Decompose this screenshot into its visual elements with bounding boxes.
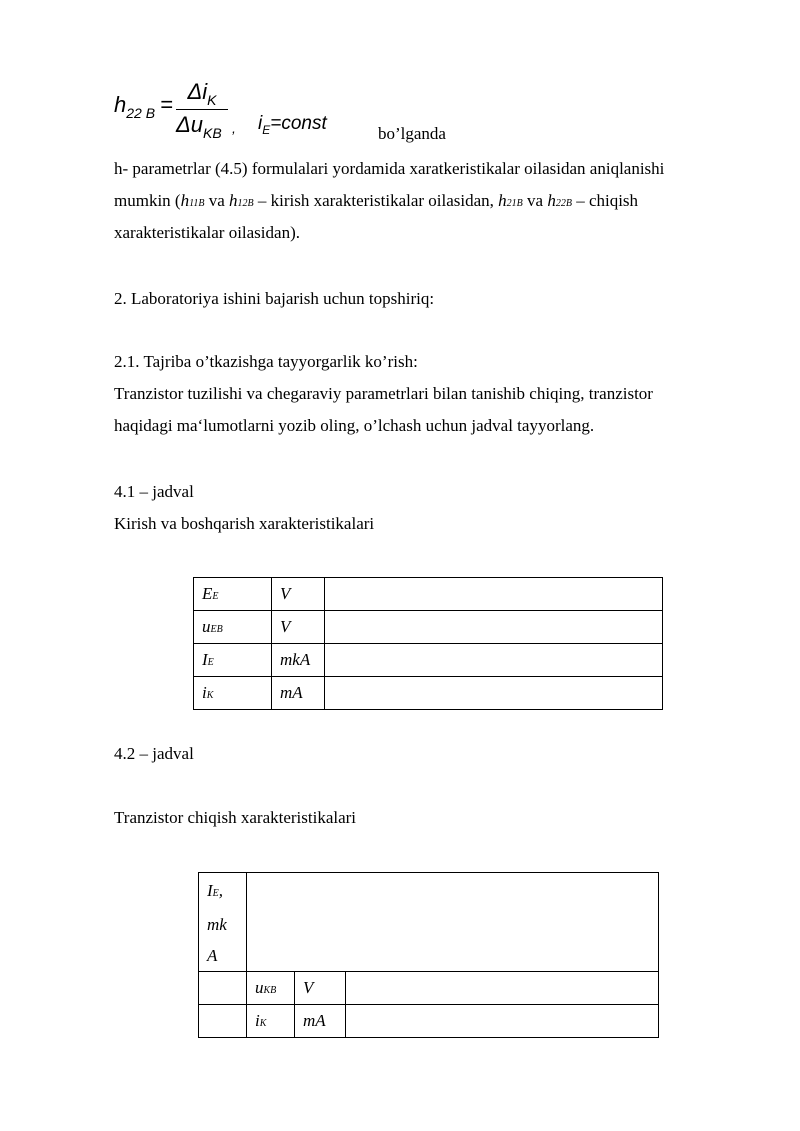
table-cell-symbol: EE	[194, 578, 272, 611]
table-cell-symbol: iK	[194, 677, 272, 710]
table-cell-empty	[247, 873, 659, 972]
formula-numerator: $\Delta i_K$	[187, 79, 217, 108]
table41	[193, 577, 663, 710]
table-cell-empty	[199, 972, 247, 1005]
para1-line2: mumkin (h11B va h12B – kirish xarakteristikalar oilasidan, h21B va h22B – chiqish	[114, 191, 639, 210]
formula-condition: $i_E=const$	[258, 113, 327, 137]
formula-comma: ,	[232, 120, 236, 136]
section21-line1: Tranzistor tuzilishi va chegaraviy parametrlari bilan tanishib chiqing, tranzistor	[114, 384, 653, 403]
table-cell-unit: V	[272, 578, 325, 611]
table-cell-unit: mA	[295, 1005, 346, 1038]
formula-lhs: $h_{22 B}$	[114, 92, 156, 121]
table-cell-symbol: IE	[194, 644, 272, 677]
table-cell-unit: mA	[272, 677, 325, 710]
table-cell-empty	[199, 1005, 247, 1038]
para1-line1: h- parametrlar (4.5) formulalari yordamida xaratkeristikalar oilasidan aniqlanishi	[114, 159, 665, 178]
table41-caption: Kirish va boshqarish xarakteristikalari	[114, 514, 375, 533]
table-cell-empty	[346, 1005, 659, 1038]
table-cell-unit: mkA	[272, 644, 325, 677]
table-row	[194, 644, 663, 677]
table-cell-empty	[325, 611, 663, 644]
table-cell-symbol: iK	[247, 1005, 295, 1038]
formula-lhs-sub: 22 B	[126, 105, 156, 121]
para1-line3: xarakteristikalar oilasidan).	[114, 223, 300, 242]
table-row	[199, 972, 659, 1005]
table-cell-unit: V	[272, 611, 325, 644]
table42-label: 4.2 – jadval	[114, 744, 194, 763]
table-cell-empty	[325, 644, 663, 677]
formula-fraction	[176, 80, 228, 142]
table41-label: 4.1 – jadval	[114, 482, 194, 501]
table-cell-empty	[346, 972, 659, 1005]
section21-heading: 2.1. Tajriba o’tkazishga tayyorgarlik ko’rish:	[114, 352, 418, 371]
table-cell-header: IE, mk A	[199, 873, 247, 972]
table-cell-symbol: uEB	[194, 611, 272, 644]
table-cell-empty	[325, 677, 663, 710]
table-cell-unit: V	[295, 972, 346, 1005]
table-row	[199, 1005, 659, 1038]
section2-heading: 2. Laboratoriya ishini bajarish uchun topshiriq:	[114, 289, 435, 308]
table-row	[199, 873, 659, 972]
table-row	[194, 677, 663, 710]
table42-caption: Tranzistor chiqish xarakteristikalari	[114, 808, 357, 827]
formula-trail: bo’lganda	[378, 124, 446, 143]
section21-line2: haqidagi maʻlumotlarni yozib oling, o’lchash uchun jadval tayyorlang.	[114, 416, 595, 435]
formula-denominator: $\Delta u_{KB}$	[176, 112, 222, 141]
table42	[198, 872, 659, 1038]
table-row	[194, 611, 663, 644]
table-cell-empty	[325, 578, 663, 611]
table-row	[194, 578, 663, 611]
formula-equals: =	[160, 92, 173, 117]
table-cell-symbol: uKB	[247, 972, 295, 1005]
